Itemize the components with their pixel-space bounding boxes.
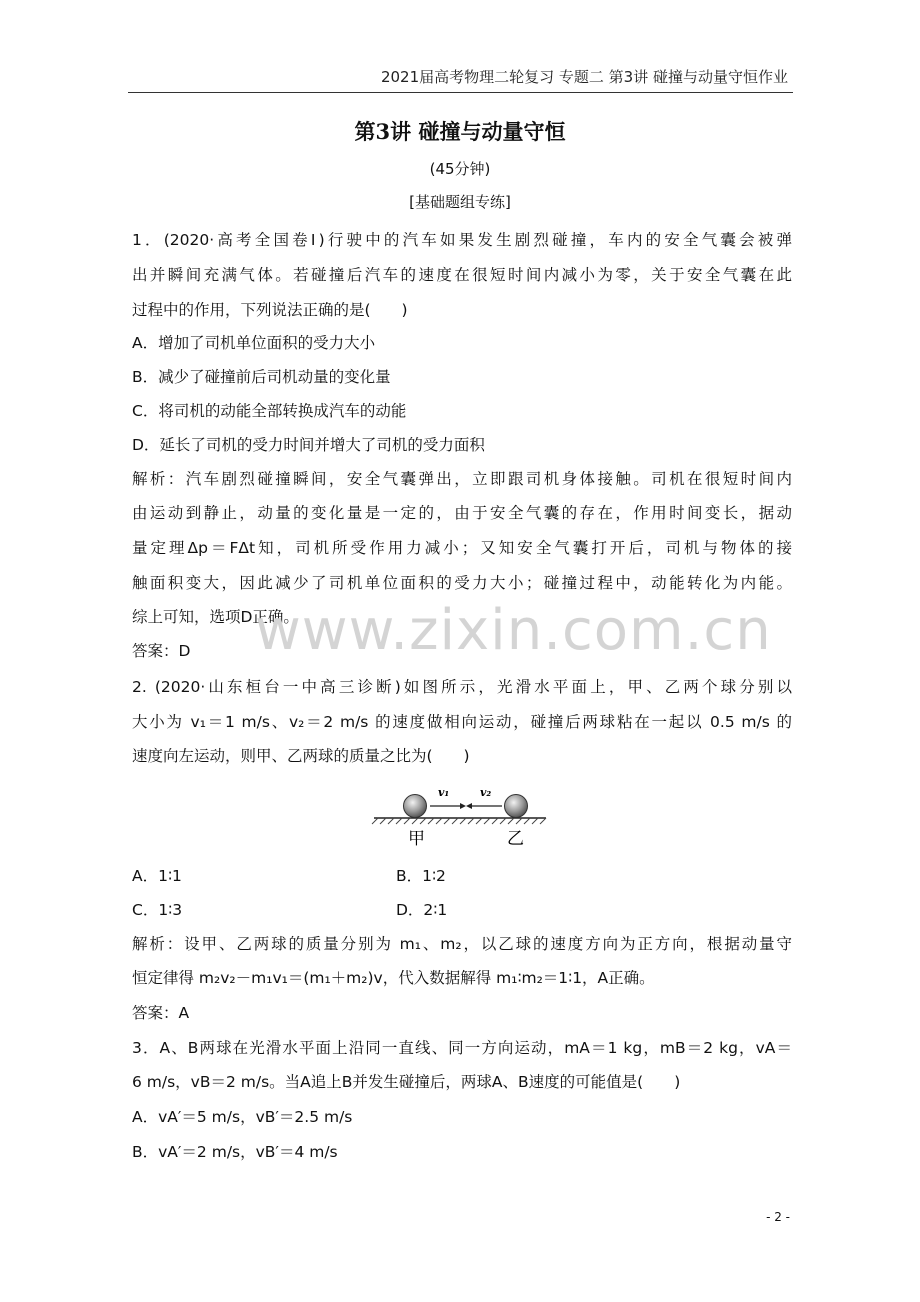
q2-option-d: D．2∶1 (396, 901, 448, 919)
ground-hatching (372, 818, 546, 824)
q3-stem-line: 6 m/s，vB＝2 m/s。当A追上B并发生碰撞后，两球A、B速度的可能值是( ) (132, 1073, 681, 1091)
q2-stem-line: 大小为 v₁＝1 m/s、v₂＝2 m/s 的速度做相向运动，碰撞后两球粘在一起以 0.5 m/s 的 (132, 713, 792, 731)
q1-stem-line: 过程中的作用，下列说法正确的是( ) (132, 301, 408, 319)
page-number: - 2 - (766, 1210, 790, 1224)
q3-option-b: B．vA′＝2 m/s，vB′＝4 m/s (132, 1143, 338, 1161)
arrow-v1-head (460, 803, 466, 809)
q1-analysis-line: 触面积变大，因此减少了司机单位面积的受力大小；碰撞过程中，动能转化为内能。 (132, 574, 792, 592)
ball-yi (505, 795, 528, 818)
ball-jia (404, 795, 427, 818)
arrow-v2-head (466, 803, 472, 809)
q1-stem-line: 1．(2020·高考全国卷Ⅰ)行驶中的汽车如果发生剧烈碰撞，车内的安全气囊会被弹 (132, 231, 792, 249)
q3-stem-line: 3．A、B两球在光滑水平面上沿同一直线、同一方向运动，mA＝1 kg，mB＝2 kg，vA＝ (132, 1039, 792, 1057)
q2-option-b: B．1∶2 (396, 867, 446, 885)
q1-option-a: A．增加了司机单位面积的受力大小 (132, 334, 376, 352)
q1-analysis-line: 量定理Δp＝FΔt知，司机所受作用力减小；又知安全气囊打开后，司机与物体的接 (132, 539, 792, 557)
time-limit: (45分钟) (429, 160, 491, 178)
yi-label: 乙 (507, 829, 524, 848)
q2-stem-line: 2. (2020·山东桓台一中高三诊断)如图所示，光滑水平面上，甲、乙两个球分别以 (132, 678, 792, 696)
v1-label: v₁ (438, 786, 450, 799)
jia-label: 甲 (408, 829, 425, 848)
page-title: 第3讲 碰撞与动量守恒 (354, 119, 566, 144)
q1-analysis-line: 由运动到静止，动量的变化量是一定的，由于安全气囊的存在，作用时间变长，据动 (132, 504, 792, 522)
q2-option-a: A．1∶1 (132, 867, 182, 885)
q1-stem-line: 出并瞬间充满气体。若碰撞后汽车的速度在很短时间内减小为零，关于安全气囊在此 (132, 266, 792, 284)
running-header: 2021届高考物理二轮复习 专题二 第3讲 碰撞与动量守恒作业 (380, 68, 788, 86)
v2-label: v₂ (480, 786, 492, 799)
q1-option-d: D．延长了司机的受力时间并增大了司机的受力面积 (132, 436, 485, 454)
watermark: www.zixin.com.cn (255, 598, 772, 663)
q1-option-b: B．减少了碰撞前后司机动量的变化量 (132, 368, 391, 386)
q2-option-c: C．1∶3 (132, 901, 183, 919)
q2-stem-line: 速度向左运动，则甲、乙两球的质量之比为( ) (132, 747, 470, 765)
q1-option-c: C．将司机的动能全部转换成汽车的动能 (132, 402, 407, 420)
header-divider (128, 92, 793, 93)
q2-answer: 答案：A (132, 1004, 190, 1022)
q2-analysis-line: 解析：设甲、乙两球的质量分别为 m₁、m₂，以乙球的速度方向为正方向，根据动量守 (132, 935, 792, 953)
collision-figure (370, 786, 550, 848)
q1-analysis-line: 解析：汽车剧烈碰撞瞬间，安全气囊弹出，立即跟司机身体接触。司机在很短时间内 (132, 470, 792, 488)
section-heading: [基础题组专练] (409, 193, 511, 211)
q3-option-a: A．vA′＝5 m/s，vB′＝2.5 m/s (132, 1108, 353, 1126)
q2-analysis-line: 恒定律得 m₂v₂－m₁v₁＝(m₁＋m₂)v，代入数据解得 m₁∶m₂＝1∶1，A正确。 (132, 969, 655, 987)
q1-answer: 答案：D (132, 642, 191, 660)
q1-analysis-line: 综上可知，选项D正确。 (132, 608, 299, 626)
